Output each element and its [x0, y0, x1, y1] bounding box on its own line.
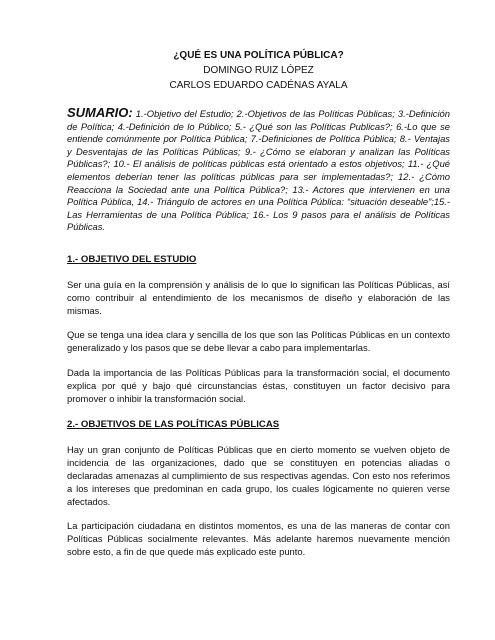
section-heading-objetivo: 1.- OBJETIVO DEL ESTUDIO — [67, 253, 197, 265]
document-page — [67, 48, 450, 571]
author-name: CARLOS EDUARDO CADÉNAS AYALA — [169, 80, 348, 91]
paragraph: Ser una guía en la comprensión y análisis de lo que lo significan las Políticas Públicas, así como contribuir al entendimiento de los mecanismos de diseño y elaboración de las mismas. — [67, 278, 450, 316]
summary-block — [67, 107, 450, 234]
author-name: DOMINGO RUIZ LÓPEZ — [203, 65, 314, 76]
section-heading-objetivos-politicas: 2.- OBJETIVOS DE LAS POLÍTICAS PÚBLICAS — [67, 419, 280, 431]
paragraph: La participación ciudadana en distintos momentos, es una de las maneras de contar con Políticas Públicas socialmente relevantes. Más adelante haremos nuevamente mención sobre esto, a fin de que quede más explicado este punto. — [67, 520, 450, 557]
paragraph: Que se tenga una idea clara y sencilla de los que son las Políticas Públicas en un contexto generalizado y los pasos que se debe llevar a cabo para implementarlas. — [67, 329, 450, 354]
document-title: ¿QUÉ ES UNA POLÍTICA PÚBLICA? — [173, 50, 344, 61]
summary-text: 1.-Objetivo del Estudio; 2.-Objetivos de las Políticas Públicas; 3.-Definición de Política; 4.-Definición de lo Público; 5.- ¿Qué son las Políticas Publicas?; 6.-Lo que se entiende comúnmente por Política Pública; 7.-Definiciones de Política Pública; 8.- Ventajas y Desventajas de las Políticas Públicas; 9.- ¿Cómo se elaboran y analizan las Políticas Públicas?; 10.- El análisis de políticas públicas está orientado a estos objetivos; 11.- ¿Qué elementos deberían tener las políticas públicas para ser implementadas?; 12.- ¿Cómo Reacciona la Sociedad ante una Política Pública?; 13.- Actores que intervienen en una Política Pública, 14.- Triángulo de actores en una Política Pública: “situación deseable”;15.- Las Herramientas de una Política Pública; 16.- Los 9 pasos para el análisis de Políticas Públicas. — [67, 108, 450, 233]
document-header — [67, 48, 450, 93]
paragraph: Dada la importancia de las Políticas Públicas para la transformación social, el documento explica por qué y bajo qué circunstancias éstas, constituyen un factor decisivo para promover o inhibir la transformación social. — [67, 366, 450, 404]
paragraph: Hay un gran conjunto de Políticas Públicas que en cierto momento se vuelven objeto de incidencia de las organizaciones, dado que se constituyen en potencias aliadas o declaradas amenazas al cumplimiento de sus respectivas agendas. Con esto nos referimos a los intereses que predominan en cada grupo, los cuales lógicamente no quieren verse afectados. — [67, 444, 450, 507]
summary-label: SUMARIO: — [67, 105, 133, 120]
